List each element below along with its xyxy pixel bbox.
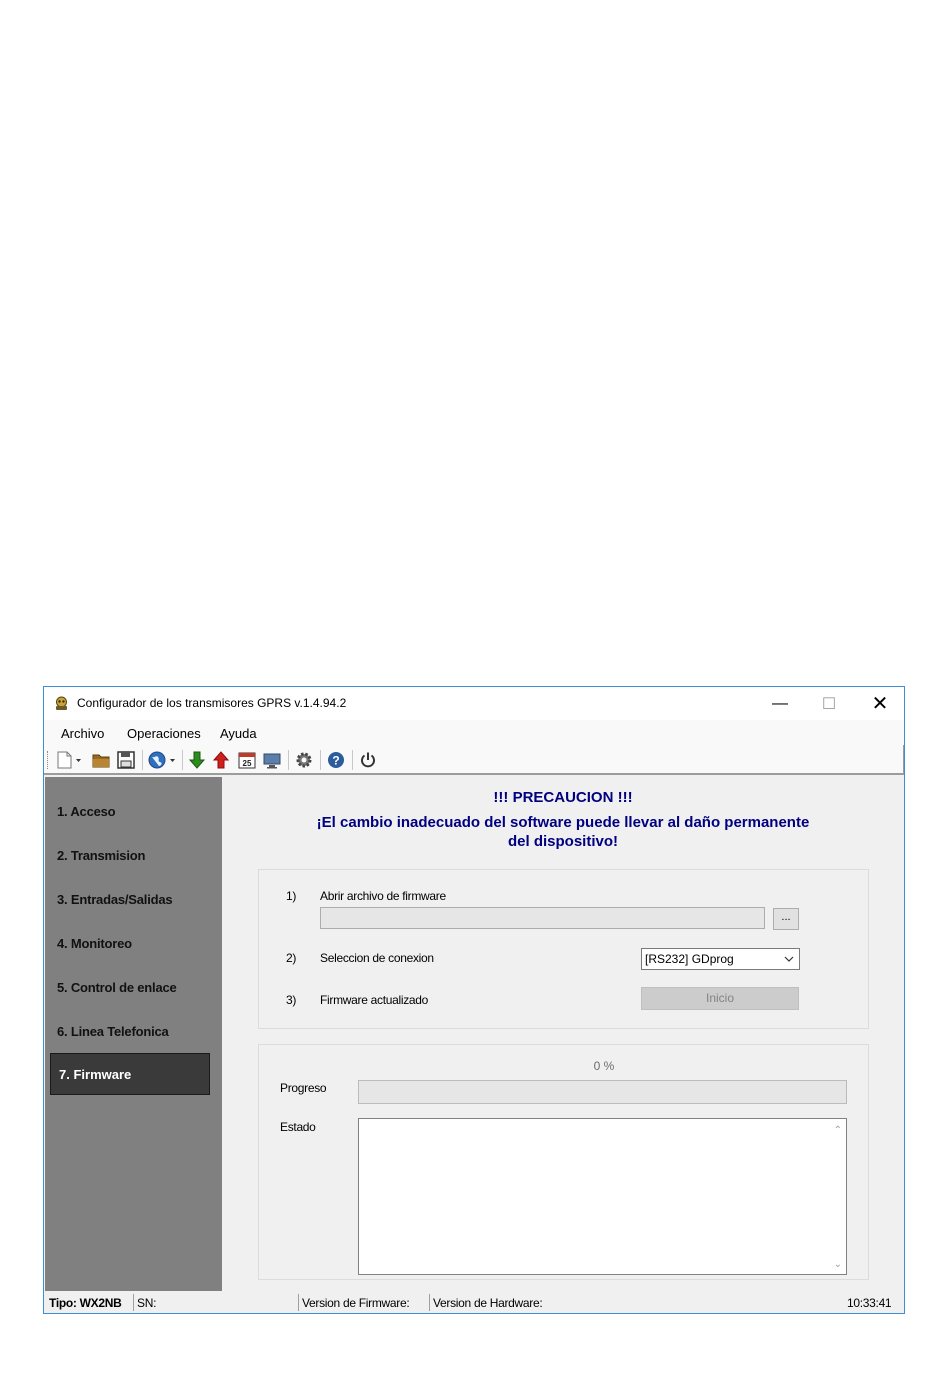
warning-title: !!! PRECAUCION !!! — [493, 789, 633, 806]
toolbar — [44, 745, 904, 775]
app-window — [43, 686, 905, 1314]
warning-line-1: ¡El cambio inadecuado del software puede llevar al daño permanente — [316, 814, 810, 831]
status-tipo: Tipo: WX2NB — [49, 1296, 122, 1310]
step-3-label: Firmware actualizado — [320, 993, 429, 1007]
app-logo-icon — [53, 695, 70, 712]
warning-message — [222, 813, 904, 851]
sidebar-nav — [45, 777, 222, 1291]
step-1-number: 1) — [286, 889, 297, 903]
calendar-day: 25 — [242, 759, 252, 768]
firmware-file-path-input[interactable] — [320, 907, 765, 929]
status-sn: SN: — [137, 1296, 157, 1310]
save-icon[interactable] — [116, 750, 136, 770]
step-3-number: 3) — [286, 993, 297, 1007]
minimize-button[interactable]: — — [772, 694, 788, 712]
chevron-down-icon — [784, 954, 794, 964]
status-hardware-version: Version de Hardware: — [433, 1296, 543, 1310]
menu-archivo[interactable]: Archivo — [61, 726, 105, 741]
monitor-icon[interactable] — [262, 750, 282, 770]
step-2-label: Seleccion de conexion — [320, 951, 434, 965]
sidebar-item-transmision[interactable]: 2. Transmision — [57, 848, 146, 863]
status-separator — [298, 1294, 299, 1311]
status-firmware-version: Version de Firmware: — [302, 1296, 410, 1310]
toolbar-separator — [142, 750, 143, 770]
globe-icon[interactable] — [147, 750, 177, 770]
progress-bar — [358, 1080, 847, 1104]
browse-file-button[interactable]: ... — [773, 908, 799, 930]
scroll-down-icon[interactable]: ⌄ — [833, 1259, 842, 1270]
estado-label: Estado — [280, 1120, 316, 1134]
status-separator — [429, 1294, 430, 1311]
step-1-label: Abrir archivo de firmware — [320, 889, 446, 903]
warning-line-2: del dispositivo! — [507, 833, 618, 850]
menu-operaciones[interactable]: Operaciones — [127, 726, 201, 741]
menu-ayuda[interactable]: Ayuda — [220, 726, 257, 741]
progress-percent: 0 % — [593, 1059, 615, 1073]
calendar-icon[interactable] — [237, 750, 257, 770]
connection-select[interactable] — [641, 948, 800, 970]
open-folder-icon[interactable] — [91, 750, 111, 770]
start-button[interactable]: Inicio — [641, 987, 799, 1010]
sidebar-item-monitoreo[interactable]: 4. Monitoreo — [57, 936, 132, 951]
upload-arrow-icon[interactable] — [211, 750, 231, 770]
power-icon[interactable] — [358, 750, 378, 770]
sidebar-item-label: 7. Firmware — [59, 1067, 132, 1082]
toolbar-separator — [320, 750, 321, 770]
help-icon[interactable] — [326, 750, 346, 770]
download-arrow-icon[interactable] — [187, 750, 207, 770]
sidebar-item-firmware[interactable] — [50, 1053, 210, 1095]
maximize-button[interactable]: ☐ — [821, 695, 837, 713]
estado-textarea[interactable] — [358, 1118, 847, 1275]
toolbar-separator — [288, 750, 289, 770]
window-title: Configurador de los transmisores GPRS v.1.4.94.2 — [77, 696, 347, 710]
firmware-panel — [222, 777, 904, 1291]
step-2-number: 2) — [286, 951, 297, 965]
progress-label: Progreso — [280, 1081, 327, 1095]
new-file-icon[interactable] — [54, 750, 82, 770]
svg-text:?: ? — [332, 753, 340, 768]
toolbar-separator — [182, 750, 183, 770]
scroll-up-icon[interactable]: ⌃ — [833, 1125, 842, 1136]
sidebar-item-linea-telefonica[interactable]: 6. Linea Telefonica — [57, 1024, 169, 1039]
status-time: 10:33:41 — [847, 1296, 892, 1310]
sidebar-item-entradas-salidas[interactable]: 3. Entradas/Salidas — [57, 892, 173, 907]
status-separator — [133, 1294, 134, 1311]
toolbar-separator — [352, 750, 353, 770]
firmware-steps-group — [258, 869, 869, 1029]
title-bar[interactable] — [44, 687, 904, 720]
toolbar-grip[interactable] — [47, 751, 50, 769]
settings-gear-icon[interactable] — [294, 750, 314, 770]
progress-group — [258, 1044, 869, 1280]
sidebar-item-acceso[interactable]: 1. Acceso — [57, 804, 116, 819]
close-button[interactable]: ✕ — [871, 693, 889, 715]
menu-bar — [44, 720, 904, 745]
sidebar-item-control-de-enlace[interactable]: 5. Control de enlace — [57, 980, 177, 995]
connection-select-value: [RS232] GDprog — [645, 952, 734, 966]
status-bar — [44, 1291, 904, 1313]
